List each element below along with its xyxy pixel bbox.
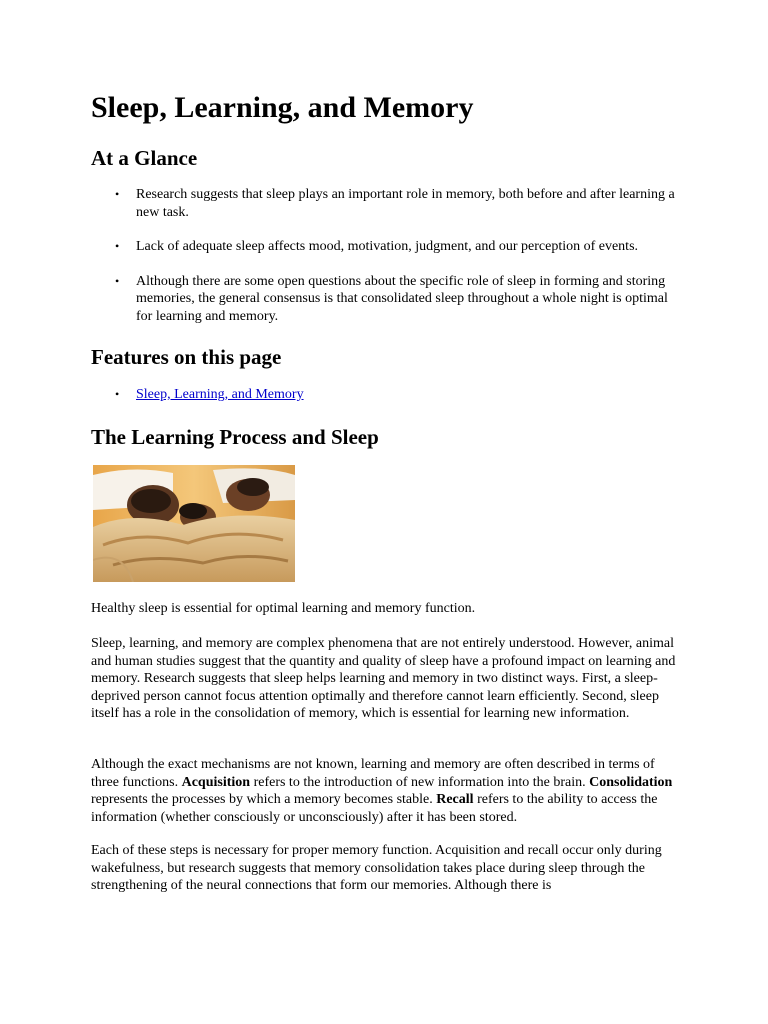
paragraph-3-text: refers to the introduction of new information into the brain.	[250, 774, 590, 790]
sleeping-family-photo	[93, 465, 295, 582]
consolidation-term: Consolidation	[589, 774, 673, 790]
paragraph-2: Sleep, learning, and memory are complex phenomena that are not entirely understood. However, animal and human studies suggest that the quantity and quality of sleep have a profound impact on learning and memory. Research suggests that sleep helps learning and memory in two distinct ways. First, a sleep-deprived person cannot focus attention optimally and therefore cannot learn efficiently. Second, sleep itself has a role in the consolidation of memory, which is essential for learning new information.	[91, 636, 676, 721]
list-item	[91, 186, 681, 221]
acquisition-term: Acquisition	[181, 774, 251, 790]
paragraph-3-text: represents the processes by which a memory becomes stable.	[91, 792, 437, 807]
bullet-icon: •	[115, 387, 120, 401]
paragraph-4: Each of these steps is necessary for proper memory function. Acquisition and recall occur only during wakefulness, but research suggests that memory consolidation takes place during sleep through the strengthening of the neural connections that form our memories. Although there is	[91, 843, 662, 893]
list-item	[91, 386, 681, 404]
feature-link[interactable]: Sleep, Learning, and Memory	[136, 387, 304, 402]
at-a-glance-heading: At a Glance	[91, 146, 198, 170]
at-a-glance-list	[91, 186, 681, 342]
page-title: Sleep, Learning, and Memory	[91, 91, 474, 124]
bullet-icon: •	[115, 239, 120, 253]
paragraph-3	[91, 756, 681, 826]
features-heading: Features on this page	[91, 345, 282, 369]
list-item-text: Although there are some open questions about the specific role of sleep in forming and storing memories, the general consensus is that consolidated sleep throughout a whole night is optimal for learning and memory.	[136, 273, 668, 324]
list-item-text: Lack of adequate sleep affects mood, motivation, judgment, and our perception of events.	[136, 239, 639, 254]
learning-process-heading: The Learning Process and Sleep	[91, 425, 379, 449]
list-item	[91, 238, 681, 256]
paragraph-3-text: Although the exact mechanisms are not known, learning and memory are often described in terms of three functions.	[91, 757, 655, 790]
bullet-icon: •	[115, 273, 120, 288]
features-list	[91, 386, 681, 421]
recall-term: Recall	[436, 792, 474, 807]
paragraph-3-text: refers to the ability to access the information (whether consciously or unconsciously) after it has been stored.	[91, 792, 658, 825]
list-item	[91, 273, 681, 326]
list-item-text: Research suggests that sleep plays an important role in memory, both before and after learning a new task.	[136, 187, 675, 220]
paragraph-1: Healthy sleep is essential for optimal learning and memory function.	[91, 601, 476, 616]
bullet-icon: •	[115, 187, 120, 201]
